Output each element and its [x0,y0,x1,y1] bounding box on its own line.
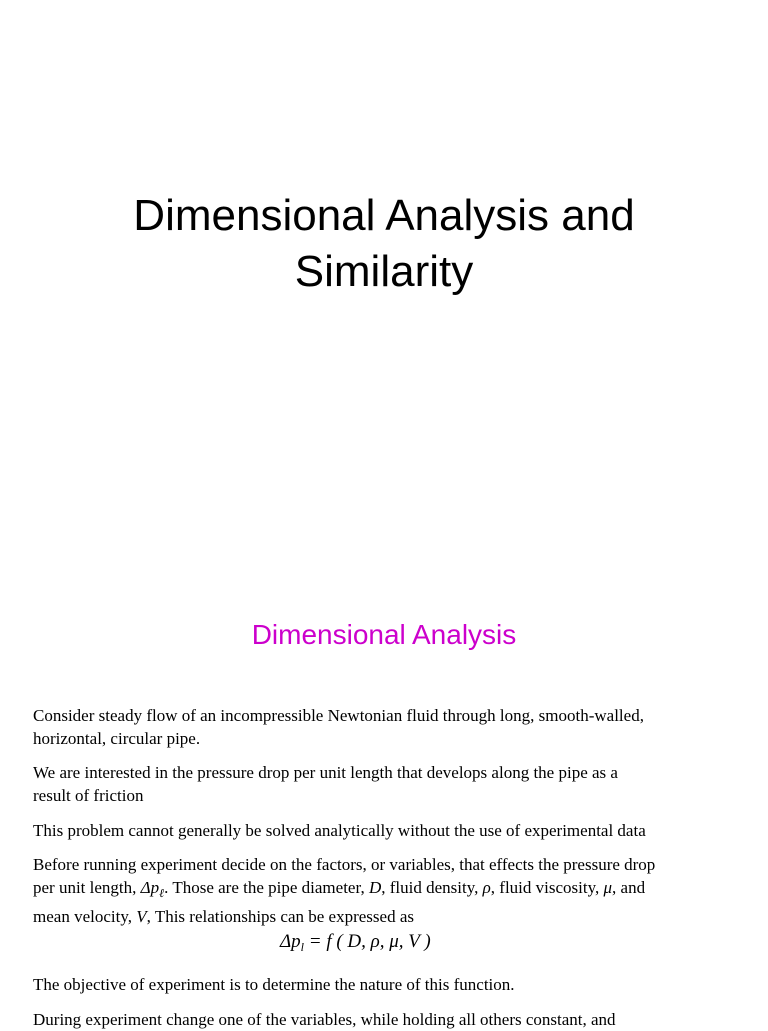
paragraph-line: result of friction [33,786,144,805]
diameter-symbol: D [368,878,382,897]
text-fragment: . Those are the pipe diameter, [164,878,369,897]
paragraph-line: horizontal, circular pipe. [33,729,201,748]
delta-p-symbol: Δp [140,878,160,897]
paragraph-line: Consider steady flow of an incompressible Newtonian fluid through long, smooth-walled, [33,706,644,725]
pressure-drop-equation [280,930,431,959]
text-fragment: , This relationships can be expressed as [146,907,414,926]
paragraph-experimental-data [33,819,743,842]
text-fragment: , fluid density, [381,878,483,897]
paragraph-line [33,876,743,905]
density-symbol: ρ [482,878,491,897]
viscosity-symbol: μ [603,878,613,897]
paragraph-line: This problem cannot generally be solved analytically without the use of experimental data [33,821,646,840]
paragraph-pressure-drop [33,761,743,807]
text-fragment: mean velocity, [33,907,137,926]
text-fragment: , and [612,878,646,897]
section-heading: Dimensional Analysis [251,619,517,650]
paragraph-line [33,905,743,928]
delta-p-subscript: ℓ [159,886,165,900]
equation-rhs: = f ( D, ρ, μ, V ) [304,931,431,952]
paragraph-line: The objective of experiment is to determine the nature of this function. [33,975,515,994]
velocity-symbol: V [136,907,147,926]
paragraph-objective [33,973,743,996]
paragraph-variables [33,853,743,928]
text-fragment: per unit length, [33,878,141,897]
paragraph-line: We are interested in the pressure drop per unit length that develops along the pipe as a [33,763,618,782]
equation-lhs: Δp [280,931,301,952]
text-fragment: , fluid viscosity, [490,878,604,897]
paragraph-flow-description [33,704,743,750]
paragraph-experiment-procedure [33,1008,743,1031]
slide-title-line-1: Dimensional Analysis and [133,191,635,240]
equation-lhs-subscript: l [300,940,304,954]
paragraph-line: During experiment change one of the variables, while holding all others constant, and [33,1010,616,1029]
slide-title [0,188,768,300]
paragraph-line: Before running experiment decide on the factors, or variables, that effects the pressure drop [33,855,656,874]
slide-title-line-2: Similarity [294,247,474,296]
